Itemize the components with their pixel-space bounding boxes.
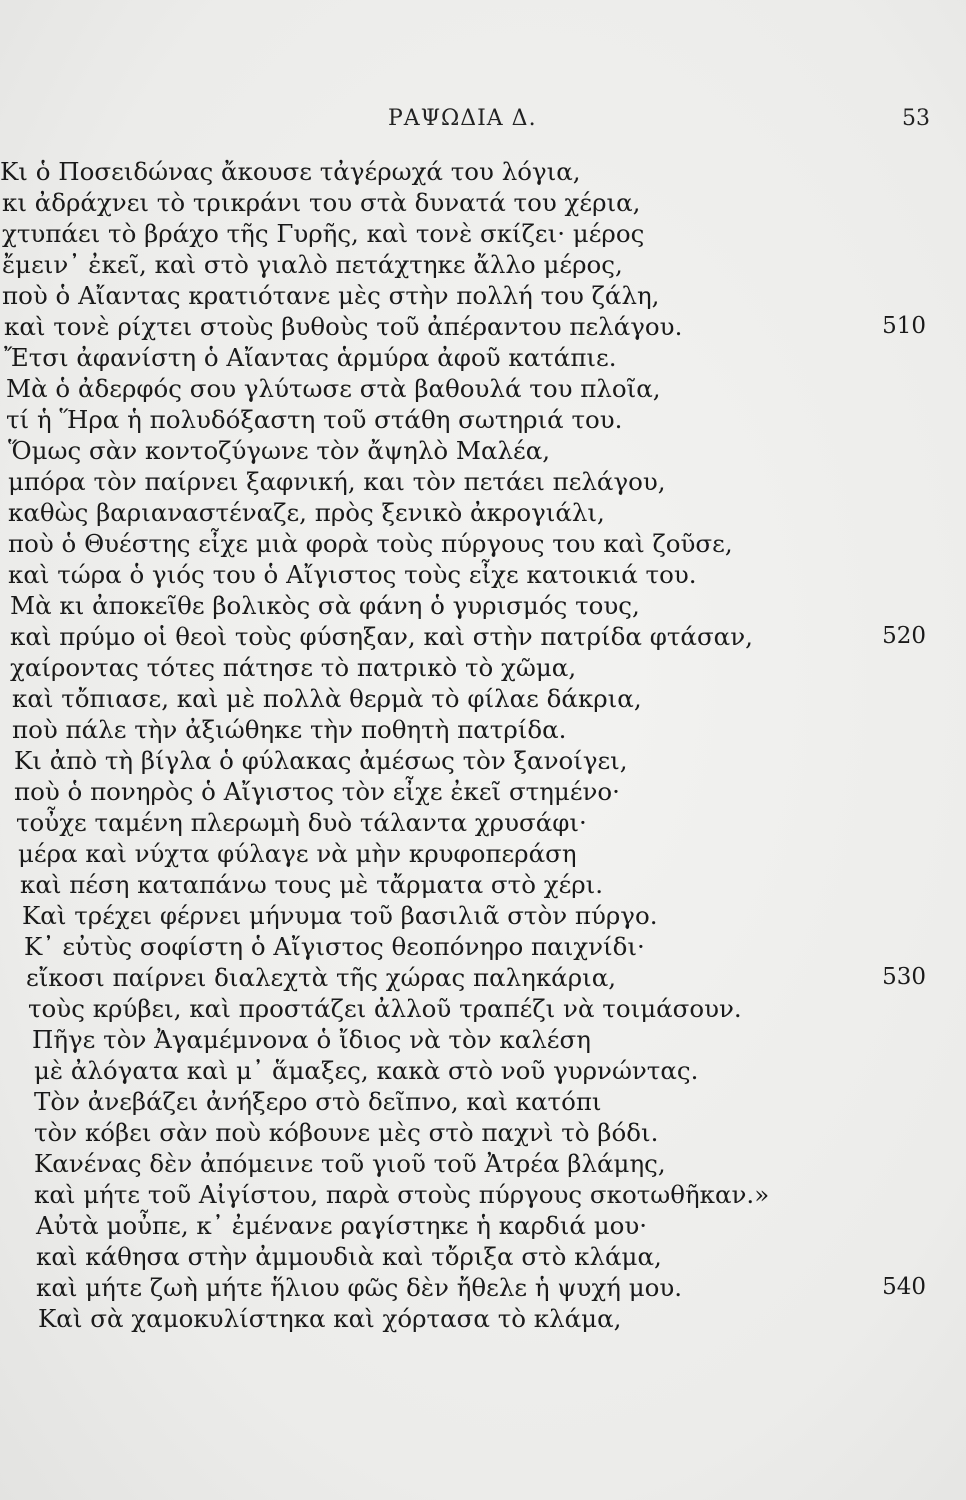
verse-line [0, 187, 966, 218]
verse-text: καὶ τώρα ὁ γιός του ὁ Αἴγιστος τοὺς εἶχε κατοικιά του. [8, 560, 697, 589]
verse-line [0, 1272, 966, 1303]
verse-line [0, 776, 966, 807]
verse-line [0, 900, 966, 931]
verse-text: τί ἡ Ἥρα ἡ πολυδόξαστη τοῦ στάθη σωτηριά του. [6, 405, 623, 434]
verse-line [0, 1241, 966, 1272]
verse-text: χαίροντας τότες πάτησε τὸ πατρικὸ τὸ χῶμα, [10, 653, 577, 682]
verse-line [0, 869, 966, 900]
verse-text: Μὰ κι ἀποκεῖθε βολικὸς σὰ φάνη ὁ γυρισμός τους, [10, 591, 640, 620]
verse-block [0, 156, 966, 1334]
verse-text: Ἔτσι ἀφανίστη ὁ Αἴαντας ἁρμύρα ἀφοῦ κατάπιε. [4, 343, 617, 372]
verse-line [0, 807, 966, 838]
verse-text: καὶ πέση καταπάνω τους μὲ τἄρματα στὸ χέρι. [20, 870, 604, 899]
verse-line [0, 1303, 966, 1334]
verse-line [0, 497, 966, 528]
verse-text: μπόρα τὸν παίρνει ξαφνική, και τὸν πετάει πελάγου, [8, 467, 666, 496]
verse-line [0, 1148, 966, 1179]
verse-line [0, 962, 966, 993]
running-head [0, 106, 966, 136]
verse-line [0, 435, 966, 466]
running-title: ΡΑΨΩΔΙΑ Δ. [388, 106, 537, 131]
verse-text: Πῆγε τὸν Ἀγαμέμνονα ὁ ἴδιος νὰ τὸν καλέση [32, 1025, 591, 1054]
verse-line [0, 466, 966, 497]
verse-text: Αὐτὰ μοὖπε, κ᾽ ἐμένανε ραγίστηκε ἡ καρδιά μου· [36, 1211, 648, 1240]
verse-line [0, 1117, 966, 1148]
verse-text: μὲ ἀλόγατα καὶ μ᾽ ἅμαξες, κακὰ στὸ νοῦ γυρνώντας. [34, 1056, 699, 1085]
verse-text: τὸν κόβει σὰν ποὺ κόβουνε μὲς στὸ παχνὶ τὸ βόδι. [34, 1118, 659, 1147]
verse-line [0, 311, 966, 342]
verse-text: εἴκοσι παίρνει διαλεχτὰ τῆς χώρας παληκάρια, [26, 963, 617, 992]
verse-line [0, 280, 966, 311]
page-number: 53 [902, 106, 930, 131]
line-number: 520 [882, 623, 926, 649]
verse-text: καὶ πρύμο οἱ θεοὶ τοὺς φύσηξαν, καὶ στὴν πατρίδα φτάσαν, [10, 622, 753, 651]
verse-line [0, 683, 966, 714]
verse-text: ποὺ πάλε τὴν ἀξιώθηκε τὴν ποθητὴ πατρίδα. [12, 715, 567, 744]
verse-text: μέρα καὶ νύχτα φύλαγε νὰ μὴν κρυφοπεράση [18, 839, 577, 868]
verse-text: ποὺ ὁ πονηρὸς ὁ Αἴγιστος τὸν εἶχε ἐκεῖ στημένο· [14, 777, 620, 806]
verse-text: καὶ μήτε ζωὴ μήτε ἥλιου φῶς δὲν ἤθελε ἡ ψυχή μου. [36, 1273, 683, 1302]
verse-line [0, 931, 966, 962]
verse-text: τοὖχε ταμένη πλερωμὴ δυὸ τάλαντα χρυσάφι· [16, 808, 587, 837]
verse-text: Καὶ τρέχει φέρνει μήνυμα τοῦ βασιλιᾶ στὸν πύργο. [22, 901, 658, 930]
verse-line [0, 714, 966, 745]
verse-line [0, 652, 966, 683]
line-number: 540 [882, 1274, 926, 1300]
verse-text: Ὅμως σὰν κοντοζύγωνε τὸν ἄψηλὸ Μαλέα, [8, 436, 551, 465]
verse-line [0, 528, 966, 559]
verse-line [0, 838, 966, 869]
verse-line [0, 745, 966, 776]
verse-line [0, 1179, 966, 1210]
verse-line [0, 590, 966, 621]
verse-text: ποὺ ὁ Αἴαντας κρατιότανε μὲς στὴν πολλή του ζάλη, [2, 281, 660, 310]
verse-text: Κι ἀπὸ τὴ βίγλα ὁ φύλακας ἀμέσως τὸν ξανοίγει, [14, 746, 628, 775]
verse-line [0, 559, 966, 590]
verse-line [0, 621, 966, 652]
verse-text: Μὰ ὁ ἀδερφός σου γλύτωσε στὰ βαθουλά του πλοῖα, [6, 374, 661, 403]
verse-line [0, 404, 966, 435]
verse-text: καὶ μήτε τοῦ Αἰγίστου, παρὰ στοὺς πύργους σκοτωθῆκαν.» [34, 1180, 770, 1209]
verse-text: Καὶ σὰ χαμοκυλίστηκα καὶ χόρτασα τὸ κλάμα, [38, 1304, 622, 1333]
verse-line [0, 1210, 966, 1241]
verse-line [0, 373, 966, 404]
verse-text: καὶ τὄπιασε, καὶ μὲ πολλὰ θερμὰ τὸ φίλαε δάκρια, [12, 684, 642, 713]
verse-text: καὶ κάθησα στὴν ἀμμουδιὰ καὶ τὄριξα στὸ κλάμα, [36, 1242, 662, 1271]
verse-text: χτυπάει τὸ βράχο τῆς Γυρῆς, καὶ τονὲ σκίζει· μέρος [2, 219, 645, 248]
verse-line [0, 156, 966, 187]
verse-text: Κι ὁ Ποσειδώνας ἄκουσε τἀγέρωχά του λόγια, [0, 157, 581, 186]
verse-text: Κανένας δὲν ἀπόμεινε τοῦ γιοῦ τοῦ Ἀτρέα βλάμης, [34, 1149, 666, 1178]
verse-text: κι ἀδράχνει τὸ τρικράνι του στὰ δυνατά του χέρια, [2, 188, 641, 217]
verse-text: ποὺ ὁ Θυέστης εἶχε μιὰ φορὰ τοὺς πύργους του καὶ ζοῦσε, [8, 529, 733, 558]
verse-line [0, 218, 966, 249]
verse-text: καὶ τονὲ ρίχτει στοὺς βυθοὺς τοῦ ἀπέραντου πελάγου. [4, 312, 683, 341]
verse-line [0, 342, 966, 373]
verse-text: Κ᾽ εὐτὺς σοφίστη ὁ Αἴγιστος θεοπόνηρο παιχνίδι· [24, 932, 645, 961]
verse-text: τοὺς κρύβει, καὶ προστάζει ἀλλοῦ τραπέζι νὰ τοιμάσουν. [28, 994, 742, 1023]
verse-line [0, 1086, 966, 1117]
verse-line [0, 1055, 966, 1086]
verse-text: ἔμειν᾽ ἐκεῖ, καὶ στὸ γιαλὸ πετάχτηκε ἄλλο μέρος, [2, 250, 623, 279]
verse-text: Τὸν ἀνεβάζει ἀνήξερο στὸ δεῖπνο, καὶ κατόπι [34, 1087, 602, 1116]
line-number: 510 [882, 313, 926, 339]
verse-line [0, 1024, 966, 1055]
verse-text: καθὼς βαριαναστέναζε, πρὸς ξενικὸ ἀκρογιάλι, [8, 498, 605, 527]
line-number: 530 [882, 964, 926, 990]
verse-line [0, 249, 966, 280]
verse-line [0, 993, 966, 1024]
